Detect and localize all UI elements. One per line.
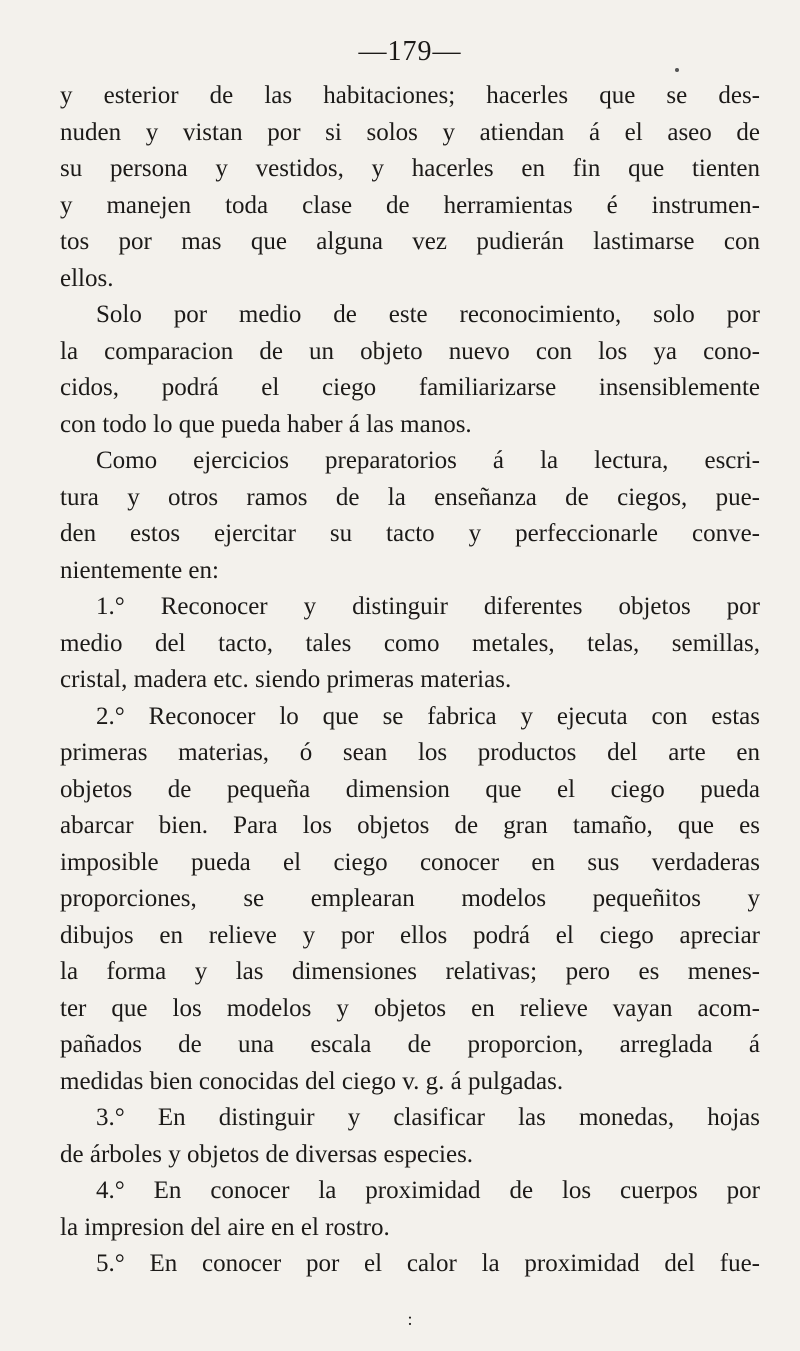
text-line: medio del tacto, tales como metales, telas, semillas,	[60, 629, 760, 657]
text-line: dibujos en relieve y por ellos podrá el ciego apreciar	[60, 921, 760, 949]
text-line: objetos de pequeña dimension que el ciego pueda	[60, 775, 760, 803]
text-line: cristal, madera etc. siendo primeras materias.	[60, 666, 512, 693]
text-line: nientemente en:	[60, 556, 219, 584]
text-line: la comparacion de un objeto nuevo con los ya cono-	[60, 337, 760, 365]
text-line: proporciones, se emplearan modelos pequeñitos y	[60, 885, 760, 912]
text-line: pañados de una escala de proporcion, arreglada á	[60, 1031, 760, 1058]
text-line: su persona y vestidos, y hacerles en fin que tienten	[60, 155, 760, 182]
text-line: con todo lo que pueda haber á las manos.	[60, 410, 472, 438]
body-text	[60, 78, 760, 1283]
text-line: imposible pueda el ciego conocer en sus verdaderas	[60, 848, 760, 876]
book-page	[60, 0, 760, 1351]
text-line: ter que los modelos y objetos en relieve vayan acom-	[60, 994, 760, 1022]
ink-speck	[675, 68, 679, 72]
text-line: la impresion del aire en el rostro.	[60, 1213, 390, 1241]
text-line: den estos ejercitar su tacto y perfeccionarle conve-	[60, 520, 760, 547]
text-line: Solo por medio de este reconocimiento, solo por	[96, 301, 760, 328]
text-line: la forma y las dimensiones relativas; pero es menes-	[60, 958, 760, 985]
text-line: 5.° En conocer por el calor la proximidad del fue-	[96, 1250, 760, 1277]
text-line: abarcar bien. Para los objetos de gran tamaño, que es	[60, 812, 760, 839]
text-line: nuden y vistan por si solos y atiendan á el aseo de	[60, 118, 760, 146]
text-line: tos por mas que alguna vez pudierán lastimarse con	[60, 228, 760, 255]
text-line: 4.° En conocer la proximidad de los cuerpos por	[96, 1177, 760, 1204]
text-line: y manejen toda clase de herramientas é instrumen-	[60, 191, 760, 219]
text-line: y esterior de las habitaciones; hacerles que se des-	[60, 82, 760, 109]
text-line: cidos, podrá el ciego familiarizarse insensiblemente	[60, 374, 760, 401]
text-line: primeras materias, ó sean los productos del arte en	[60, 739, 760, 766]
signature-mark: :	[407, 1309, 413, 1329]
text-line: tura y otros ramos de la enseñanza de ciegos, pue-	[60, 483, 760, 511]
text-line: Como ejercicios preparatorios á la lectura, escri-	[96, 447, 760, 474]
text-line: 2.° Reconocer lo que se fabrica y ejecuta con estas	[96, 702, 760, 730]
text-line: 3.° En distinguir y clasificar las monedas, hojas	[96, 1104, 760, 1131]
page-number: —179—	[358, 36, 462, 67]
text-line: ellos.	[60, 264, 114, 292]
text-line: 1.° Reconocer y distinguir diferentes objetos por	[96, 593, 760, 620]
text-line: medidas bien conocidas del ciego v. g. á pulgadas.	[60, 1067, 564, 1095]
text-line: de árboles y objetos de diversas especies.	[60, 1140, 474, 1168]
